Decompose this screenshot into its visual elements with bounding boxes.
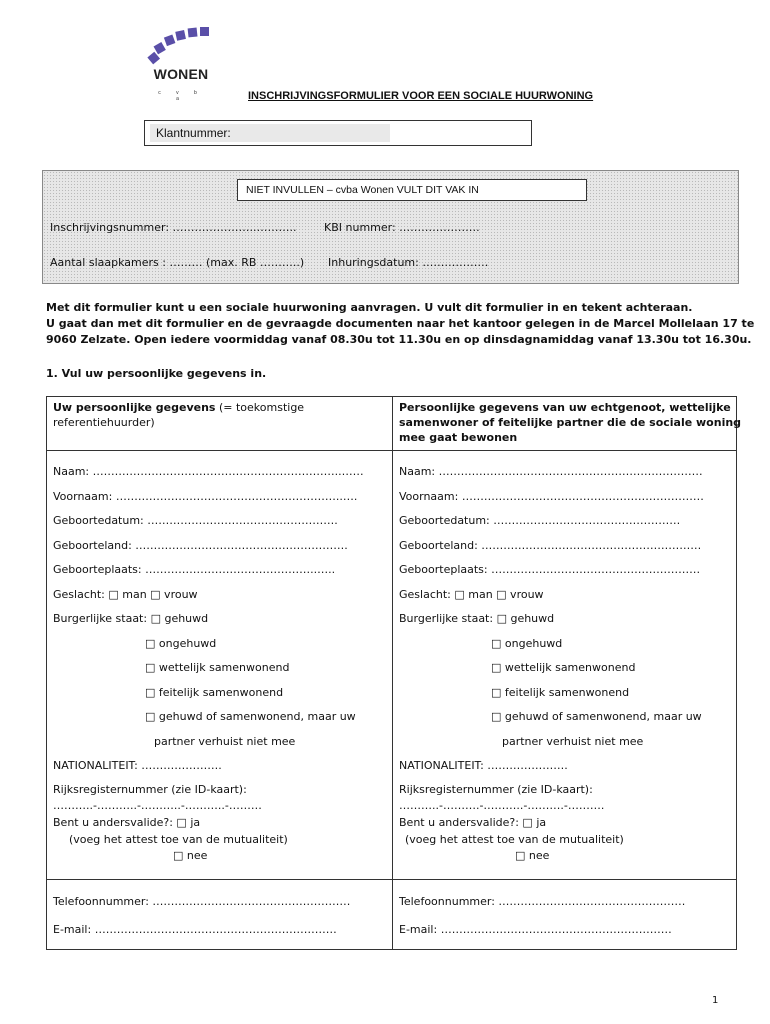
partner-rijksregisternummer-label: Rijksregisternummer (zie ID-kaart): — [399, 783, 593, 796]
column-divider — [392, 397, 393, 949]
contact-divider — [47, 879, 736, 880]
right-header-line3: mee gaat bewonen — [399, 431, 518, 444]
inschrijvingsnummer-field[interactable]: Inschrijvingsnummer: …………………..……….. — [50, 221, 297, 234]
partner-geboorteland-field[interactable]: Geboorteland: …………………………………………………… — [399, 539, 702, 552]
right-header-line1: Persoonlijke gegevens van uw echtgenoot, wettelijke — [399, 401, 731, 414]
partner-nationaliteit-field[interactable]: NATIONALITEIT: …………………. — [399, 759, 568, 772]
burgerlijke-staat-gehuwd-of[interactable]: □ gehuwd of samenwonend, maar uw — [145, 710, 356, 723]
section-title: 1. Vul uw persoonlijke gegevens in. — [46, 367, 267, 380]
andersvalide-ja[interactable]: Bent u andersvalide?: □ ja — [53, 816, 201, 829]
geboorteland-field[interactable]: Geboorteland: …………………………………………………. — [53, 539, 348, 552]
intro-line: Met dit formulier kunt u een sociale huurwoning aanvragen. U vult dit formulier in en tekent achteraan. — [46, 301, 693, 314]
right-header-line2: samenwoner of feitelijke partner die de sociale woning — [399, 416, 742, 429]
intro-line: U gaat dan met dit formulier en de gevraagde documenten naar het kantoor gelegen in de Marcel Mollelaan 17 te — [46, 317, 755, 330]
partner-burgerlijke-staat-feitelijk[interactable]: □ feitelijk samenwonend — [491, 686, 630, 699]
geslacht-options[interactable]: Geslacht: □ man □ vrouw — [53, 588, 198, 601]
partner-geboortedatum-field[interactable]: Geboortedatum: …………………………………………… — [399, 514, 681, 527]
attest-note: (voeg het attest toe van de mutualiteit) — [69, 833, 288, 846]
partner-attest-note: (voeg het attest toe van de mutualiteit) — [405, 833, 624, 846]
geboortedatum-field[interactable]: Geboortedatum: ……………………………………………. — [53, 514, 338, 527]
kbi-nummer-field[interactable]: KBI nummer: …………………. — [324, 221, 480, 234]
voornaam-field[interactable]: Voornaam: ……………………………………………………..…. — [53, 490, 358, 503]
rijksregisternummer-field[interactable]: ………..-………..-………..-………..-……… — [53, 799, 262, 812]
intro-text — [46, 300, 755, 348]
burgerlijke-staat-gehuwd[interactable]: Burgerlijke staat: □ gehuwd — [53, 612, 209, 625]
right-column-header — [399, 400, 742, 445]
partner-naam-field[interactable]: Naam: ……………………………………………………………… — [399, 465, 703, 478]
partner-andersvalide-ja[interactable]: Bent u andersvalide?: □ ja — [399, 816, 547, 829]
klantnummer-box[interactable] — [144, 120, 532, 146]
aantal-slaapkamers-field[interactable]: Aantal slaapkamers : ……… (max. RB ………..) — [50, 256, 305, 269]
partner-partner-note: partner verhuist niet mee — [502, 735, 644, 748]
form-title: INSCHRIJVINGSFORMULIER VOOR EEN SOCIALE HUURWONING — [248, 90, 594, 102]
burgerlijke-staat-feitelijk[interactable]: □ feitelijk samenwonend — [145, 686, 284, 699]
office-use-box — [42, 170, 739, 284]
partner-burgerlijke-staat-gehuwd[interactable]: Burgerlijke staat: □ gehuwd — [399, 612, 555, 625]
left-column-header — [53, 400, 383, 430]
partner-geslacht-options[interactable]: Geslacht: □ man □ vrouw — [399, 588, 544, 601]
partner-telefoonnummer-field[interactable]: Telefoonnummer: …………………………………………… — [399, 895, 686, 908]
logo-wordmark: WONEN — [153, 66, 209, 82]
left-header-line2: referentiehuurder) — [53, 416, 155, 429]
burgerlijke-staat-ongehuwd[interactable]: □ ongehuwd — [145, 637, 217, 650]
office-notice: NIET INVULLEN – cvba Wonen VULT DIT VAK IN — [237, 179, 587, 201]
telefoonnummer-field[interactable]: Telefoonnummer: ……………………………………………… — [53, 895, 351, 908]
partner-andersvalide-nee[interactable]: □ nee — [515, 849, 550, 862]
partner-voornaam-field[interactable]: Voornaam: ………………………………………………………… — [399, 490, 704, 503]
logo-subtitle: c v b a — [158, 90, 204, 102]
partner-note: partner verhuist niet mee — [154, 735, 296, 748]
rijksregisternummer-label: Rijksregisternummer (zie ID-kaart): — [53, 783, 247, 796]
naam-field[interactable]: Naam: …………………………………………………………..…… — [53, 465, 364, 478]
partner-geboorteplaats-field[interactable]: Geboorteplaats: ………………………………………………… — [399, 563, 701, 576]
wonen-logo — [146, 24, 216, 100]
header-divider — [47, 450, 736, 451]
partner-email-field[interactable]: E-mail: ……………………………………………………… — [399, 923, 672, 936]
page-number: 1 — [712, 995, 719, 1006]
partner-burgerlijke-staat-ongehuwd[interactable]: □ ongehuwd — [491, 637, 563, 650]
inhuringsdatum-field[interactable]: Inhuringsdatum: ……………… — [328, 256, 489, 269]
burgerlijke-staat-wettelijk[interactable]: □ wettelijk samenwonend — [145, 661, 290, 674]
partner-burgerlijke-staat-wettelijk[interactable]: □ wettelijk samenwonend — [491, 661, 636, 674]
partner-burgerlijke-staat-gehuwd-of[interactable]: □ gehuwd of samenwonend, maar uw — [491, 710, 702, 723]
nationaliteit-field[interactable]: NATIONALITEIT: …………………. — [53, 759, 222, 772]
geboorteplaats-field[interactable]: Geboorteplaats: ………………………………………..….. — [53, 563, 336, 576]
personal-data-table — [46, 396, 742, 950]
left-header-rest: (= toekomstige — [215, 401, 305, 414]
klantnummer-label: Klantnummer: — [150, 124, 390, 142]
email-field[interactable]: E-mail: ………………………………………………………… — [53, 923, 337, 936]
left-header-bold: Uw persoonlijke gegevens — [53, 401, 216, 414]
partner-rijksregisternummer-field[interactable]: ………..-……….-………..-……….-………. — [399, 799, 605, 812]
intro-line: 9060 Zelzate. Open iedere voormiddag vanaf 08.30u tot 11.30u en op dinsdagnamiddag vanaf 13.30u tot 16.30u. — [46, 333, 752, 346]
andersvalide-nee[interactable]: □ nee — [173, 849, 208, 862]
